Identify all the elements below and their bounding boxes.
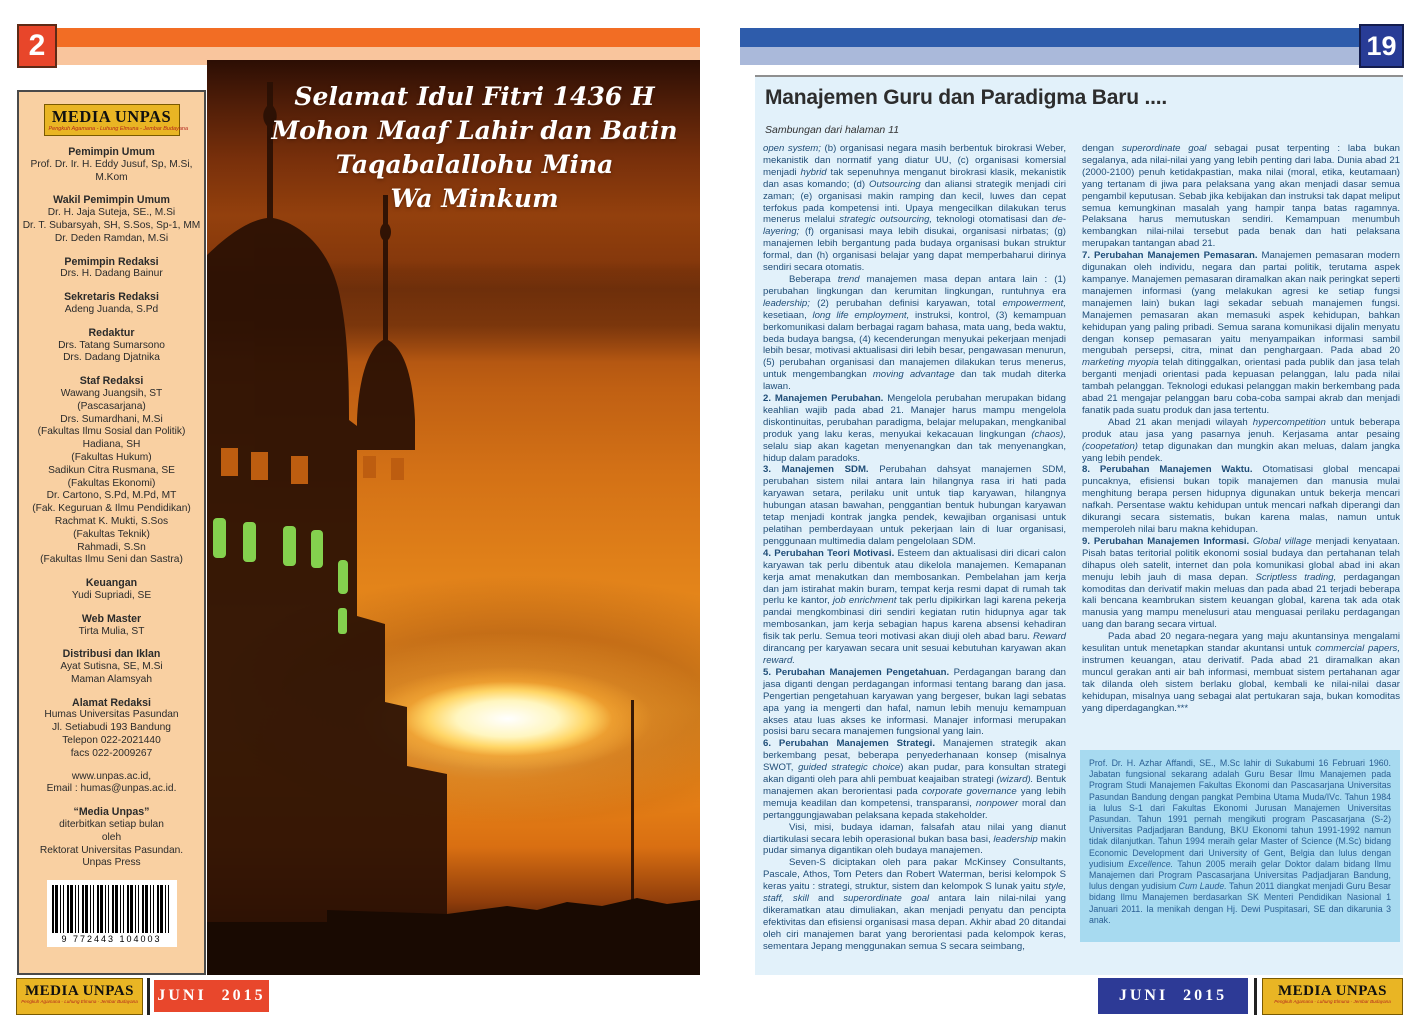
- text-run: leadership;: [763, 297, 810, 309]
- masthead-heading: “Media Unpas”: [73, 806, 150, 819]
- masthead-section: [19, 256, 204, 282]
- masthead-line: Telepon 022-2021440: [62, 735, 161, 747]
- greeting-text: [257, 80, 692, 216]
- logo-title: MEDIA UNPAS: [25, 983, 134, 999]
- text-run: superordinate goal: [1121, 143, 1207, 154]
- footer-date-right: JUNI 2015: [1098, 978, 1248, 1014]
- text-run: kesetiaan,: [763, 309, 813, 321]
- text-run: Bentuk manajemen akan berorientasi pada: [763, 774, 1066, 797]
- masthead-line: diterbitkan setiap bulan: [59, 819, 164, 831]
- text-run: Beberapa: [789, 273, 838, 285]
- text-run: (f) organisasi maya lebih disukai, organisasi nirbatas; (g) manajemen lebih bergantung pada budaya organisasi bukan struktur formal, dan (h) organisasi belajar yang dapat memperbaharui dirinya sendiri secara otomatis.: [763, 226, 1066, 274]
- footer-logo-right: [1262, 978, 1403, 1015]
- text-run: Global village: [1253, 535, 1312, 547]
- masthead-line: Rahmadi, S.Sn: [77, 541, 146, 553]
- text-run: (wizard).: [996, 774, 1034, 786]
- article-paragraph: [763, 738, 1066, 821]
- masthead-section: [19, 771, 204, 797]
- masthead-line: Tirta Mulia, ST: [78, 625, 145, 637]
- right-header-bar-dark: [740, 28, 1403, 47]
- text-run: marketing myopia: [1082, 357, 1159, 369]
- masthead-line: Dr. Deden Ramdan, M.Si: [54, 232, 169, 244]
- text-run: (chaos),: [1031, 428, 1066, 440]
- article-paragraph: [1082, 464, 1400, 535]
- text-run: Outsourcing: [869, 178, 921, 190]
- article-paragraph: [763, 464, 1066, 547]
- article-paragraph: [763, 274, 1066, 393]
- text-run: tetap digunakan dan mungkin akan meluas, dalam jangka yang lebih pendek.: [1082, 440, 1400, 464]
- masthead-line: (Fakultas Ilmu Seni dan Sastra): [40, 554, 183, 566]
- text-run: manajemen masa depan antara lain : (1) perubahan lingkungan dan kerumitan lingkungan, runtuhnya era: [763, 273, 1066, 297]
- masthead-line: (Fak. Keguruan & Ilmu Pendidikan): [32, 503, 191, 515]
- masthead-line: Adeng Juanda, S.Pd: [64, 303, 159, 315]
- text-run: Pada abad 20 negara-negara yang maju akuntansinya mengalami kesulitan untuk menetapkan standar akuntansi untuk: [1082, 631, 1400, 655]
- masthead-line: oleh: [101, 831, 122, 843]
- text-run: 8. Perubahan Manajemen Waktu.: [1082, 464, 1253, 476]
- text-run: hypercompetition: [1252, 416, 1326, 428]
- masthead-section: [19, 327, 204, 365]
- text-run: selalu siap akan kagetan menyenangkan dan tak menyenangkan, hidup dalam paradoks.: [763, 440, 1066, 464]
- masthead-heading: Sekretaris Redaksi: [64, 291, 159, 304]
- masthead-line: (Fakultas Ilmu Sosial dan Politik): [37, 426, 186, 438]
- text-run: Prof. Dr. H. Azhar Affandi, SE., M.Sc lahir di Sukabumi 16 Februari 1960. Jabatan fungsional sekarang adalah Guru Besar Ilmu Manajemen pada Program Studi Manajemen Fakultas Ekonomi dan Pascasarjana Universitas Pasundan Bandung dengan pangkat Pembina Utama Muda/IVc. Tahun 1984 ia lulus S-1 dari Fakultas Ekonomi Jurusan Manajemen Universitas Pasundan. Tahun 1991 pernah mengikuti program Pascasarjana (S-2) Universitas Padjadjaran Bandung, BKU Ekonomi tahun 1991-1992 namun tidak dilanjutkan. Tahun 1994 meraih gelar Master of Science (M.Sc) bidang Economic Development dari University of Gent, Belgia dan lulus dengan yudisium: [1089, 758, 1391, 869]
- masthead-line: facs 022-2009267: [70, 747, 153, 759]
- masthead-line: Dr. H. Jaja Suteja, SE., M.Si: [47, 207, 176, 219]
- masthead-line: Jl. Setiabudi 193 Bandung: [52, 722, 171, 734]
- text-run: dengan: [1082, 143, 1122, 154]
- text-run: sebagai pusat terpenting : laba bukan segalanya, ada nilai-nilai yang yang lebih penting dari laba. Dunia abad 21 (2000-2100) penuh ketidakpastian, maka nilai (moral, etika, keutamaan) yang tertanam di jiwa para pelaksana yang akan menjadi dasar semua pengambil keputusan. Sebab jika kebijakan dan instruksi tak dapat meliput semua kemungkinan masalah yang hampir tanpa batas ragamnya. Pelaksana harus memutuskan sendiri. Kemampuan menumbuh kembangkan nilai-nilai tersebut pada benak dan hati pelaksana merupakan tantangan abad 21.: [1082, 143, 1400, 250]
- article-paragraph: [763, 822, 1066, 858]
- issn-barcode: [47, 880, 177, 947]
- text-run: 6. Perubahan Manajemen Strategi.: [763, 738, 936, 750]
- masthead-line: Ayat Sutisna, SE, M.Si: [60, 661, 163, 673]
- author-bio: [1080, 750, 1400, 942]
- masthead-section: [19, 577, 204, 603]
- article-panel: [755, 75, 1403, 975]
- logo-tagline: Pengkuh Agamana - Luhung Elmuna - Jembar Budayana: [1274, 999, 1391, 1004]
- text-run: makin pudar simanya digantikan oleh budaya manajemen.: [763, 833, 1067, 857]
- footer-date-left: JUNI 2015: [154, 980, 269, 1012]
- text-run: moving advantage: [872, 369, 955, 381]
- text-run: Esteem dan aktualisasi diri dicari calon karyawan tak perlu dibentuk atau dikelola manajemen. Kemapanan kerja amat menakutkan dan membosankan. Pembelahan jam kerja dan jam istirahat makin buram, tempat kerja resmi dapat di rumah tak perlu ke kantor,: [763, 547, 1066, 607]
- masthead-line: www.unpas.ac.id,: [71, 770, 152, 782]
- masthead-line: Prof. Dr. Ir. H. Eddy Jusuf, Sp, M.Si, M.Kom: [30, 158, 193, 183]
- masthead-heading: Pemimpin Umum: [68, 146, 155, 158]
- masthead-heading: Distribusi dan Iklan: [62, 648, 161, 661]
- masthead-line: Rachmat K. Mukti, S.Sos: [54, 515, 169, 527]
- text-run: leadership: [993, 833, 1038, 845]
- footer-divider-right: [1254, 978, 1257, 1015]
- sunset-minaret-photo: [207, 60, 700, 975]
- text-run: Reward: [1032, 631, 1066, 643]
- masthead-line: Drs. Sumardhani, M.Si: [60, 413, 163, 425]
- article-subtitle: Sambungan dari halaman 11: [765, 124, 900, 136]
- text-run: 3. Manajemen SDM.: [763, 464, 869, 476]
- text-run: Perdagangan barang dan jasa diganti dengan perdagangan informasi tentang barang dan jasa. Pengertian pengetahuan karyawan yang bergeser, bukan lagi sebatas apa yang ia mengerti dan hafal, namun lebih menuju kemampuan akses atau luas akses ke informasi. Manajer informasi merupakan posisi baru secara manajemen fungsional yang lain.: [763, 666, 1066, 738]
- masthead-heading: Wakil Pemimpin Umum: [53, 194, 170, 207]
- masthead-section: [19, 613, 204, 639]
- text-run: dan tak mudah diterka lawan.: [763, 369, 1066, 393]
- article-paragraph: [1082, 631, 1400, 714]
- logo-title: MEDIA UNPAS: [1278, 983, 1387, 999]
- text-run: telah ditinggalkan, orientasi pada publik dan jasa telah berganti menjadi orientasi pada kepuasan pelanggan, lalu pada nilai tambah pelanggan. Teknologi edukasi pelanggan makin berkembang pada abad 21 mengajar pelanggan baru coba-coba sampai akrab dan menjadi fanatik pada suatu produk dan jasa tertentu.: [1082, 357, 1400, 416]
- article-paragraph: [763, 548, 1066, 667]
- text-run: tak sepenuhnya menganut birokrasi klasik, mekanistik dan asas komando; (d): [763, 166, 1066, 190]
- text-run: hybrid: [800, 166, 827, 178]
- text-run: (b) organisasi negara masih berbentuk birokrasi Weber, mekanistik dan normatif yang diatur UU, (c) organisasi komersial menjadi: [763, 143, 1066, 178]
- masthead-sections: [19, 146, 204, 870]
- masthead-heading: Pemimpin Redaksi: [64, 255, 159, 268]
- article-paragraph: [1082, 250, 1400, 417]
- text-run: Cum Laude.: [1178, 881, 1227, 892]
- text-run: open system;: [763, 143, 821, 154]
- text-run: Mengelola perubahan merupakan bidang keahlian wajib pada abad 21. Manajer harus mampu mengelola diskontinuitas, perubahan paradigma, belajar melupakan, mengkanibal produk yang laku keras, menyukai kekacauan lingkungan: [763, 393, 1066, 440]
- text-run: 7. Perubahan Manajemen Pemasaran.: [1082, 250, 1258, 262]
- greeting-line: Taqabalallohu Mina: [335, 150, 614, 179]
- text-run: instruksi, kontrol, (3) kemampuan berkomunikasi dalam berbagai ragam bahasa, mata uang, beda waktu, beda budaya bangsa, (4) kecenderungan menyukai pekerjaan menjadi lebih besar, motivasi aktualisasi diri lebih besar, pengawasan menurun, (5) perubahan organisasi dan manajemen dilakukan terus menerus, untuk mengembangkan: [763, 309, 1066, 381]
- text-run: style, staff, skill: [763, 881, 1066, 905]
- masthead-heading: Redaktur: [88, 326, 135, 339]
- article-paragraph: [1082, 143, 1400, 250]
- masthead-line: Dr. T. Subarsyah, SH, S.Sos, Sp-1, MM: [22, 219, 201, 231]
- text-run: teknologi otomatisasi dan: [932, 214, 1053, 226]
- text-run: Manajemen pemasaran modern digunakan oleh individu, negara dan partai politik, terutama aspek kampanye. Manajemen pemasaran diramalkan akan naik peringkat seperti manajemen informasi (yang melakukan agresi ke setiap fungsi manajemen lain) bukan lagi sekadar sebuah manajemen fungsi. Manajemen pemasaran akan memasuki aspek kehidupan, bahkan kehidupan yang paling pribadi. Semua sarana komunikasi dijalin menyatu dengan konsep pemasaran yaitu menyampaikan informasi sambil mengubah persepsi, citra, minat dan penghargaan. Pada abad 20: [1082, 250, 1400, 357]
- footer-divider-left: [147, 978, 150, 1015]
- text-run: Seven-S diciptakan oleh para pakar McKinsey Consultants, Pascale, Athos, Tom Peters dan Robert Waterman, berisi kelompok S keras yaitu : strategi, struktur, sistem dan kelompok S lunak yaitu: [763, 857, 1066, 893]
- masthead-heading: Web Master: [81, 612, 142, 625]
- masthead-section: [19, 146, 204, 184]
- masthead-line: (Fakultas Teknik): [73, 528, 150, 540]
- masthead-line: Unpas Press: [82, 857, 141, 869]
- text-run: empowerment,: [1002, 297, 1066, 309]
- masthead-line: (Pascasarjana): [77, 400, 146, 412]
- masthead-section: [19, 375, 204, 567]
- page-number-left: 2: [17, 24, 57, 68]
- text-run: 2. Manajemen Perubahan.: [763, 393, 884, 405]
- article-paragraph: [763, 857, 1066, 952]
- masthead-heading: Staf Redaksi: [79, 375, 144, 388]
- text-run: dirancang per karyawan secara unit sesuai kebutuhan karyawan akan: [763, 643, 1066, 655]
- page-number-right: 19: [1359, 24, 1404, 68]
- article-paragraph: [1082, 417, 1400, 465]
- article-paragraph: [763, 143, 1066, 274]
- masthead-line: Wawang Juangsih, ST: [60, 387, 163, 399]
- text-run: Tahun 2005 meraih gelar Doktor dalam bidang Ilmu Manajemen dari Program Pascasarjana Universitas Padjadjaran Bandung, lulus dengan yudisium: [1089, 858, 1391, 892]
- text-run: commercial papers,: [1315, 643, 1400, 655]
- barcode-stripes-icon: [52, 885, 172, 933]
- article-title: Manajemen Guru dan Paradigma Baru ....: [765, 86, 1168, 109]
- masthead-section: [19, 806, 204, 870]
- text-run: superordinate goal: [843, 893, 930, 905]
- text-run: ) akan pudar, para konsultan strategi akan diganti oleh para ahli pembuat keajaiban strategi: [763, 762, 1066, 786]
- text-run: and: [808, 893, 844, 905]
- masthead-line: Humas Universitas Pasundan: [44, 709, 179, 721]
- logo-title: MEDIA UNPAS: [51, 107, 172, 126]
- masthead-heading: Alamat Redaksi: [72, 696, 151, 709]
- masthead-section: [19, 291, 204, 317]
- text-run: job enrichment: [832, 595, 897, 607]
- text-run: Manajemen strategik akan berkembang pesat, beberapa penyederhanaan konsep (misalnya SWOT,: [763, 738, 1066, 774]
- text-run: instrumen keuangan, atau derivatif. Pada abad 21 diramalkan akan muncul gerakan anti air bah informasi, membuat sistem pertahanan agar tak dilanda oleh sistem berlaku global, kembali ke nilai-nilai dasar kehidupan, misalnya uang sebagai alat pertukaran saja, bukan komoditas yang diperdagangkan.***: [1082, 654, 1400, 714]
- footer-logo-left: [16, 978, 143, 1015]
- right-header-bar-light: [740, 47, 1403, 65]
- text-run: guided strategic choice: [798, 762, 901, 774]
- text-run: dan aliansi strategik menjadi ciri zaman; (e) organisasi makin ramping dan kecil, luwes dan cepat terfokus pada kompetensi inti. Upaya mengecilkan dilakukan terus menerus melalui: [763, 178, 1066, 226]
- masthead-line: Rektorat Universitas Pasundan.: [39, 844, 184, 856]
- text-run: menjadi kenyataan. Pisah batas teritorial politik ekonomi sosial budaya dan pertahanan telah dihapus oleh satelit, internet dan pola komunikasi global abad ini akan menuju lebih jauh di masa depan.: [1082, 535, 1400, 583]
- masthead-line: (Fakultas Ekonomi): [67, 477, 156, 489]
- masthead-heading: Keuangan: [85, 577, 138, 590]
- text-run: Otomatisasi global mencapai puncaknya, efisiensi bukan topik manajemen dan manusia mulai menghitung berapa persen hidupnya digunakan untuk bekerja mencari nafkah. Persentase waktu kehidupan untuk mencari nafkah diperangi dan dikurangi secara sistematis, bukan karena malas, namun untuk memperoleh nilai baru makna kehidupan.: [1082, 464, 1400, 535]
- masthead-section: [19, 697, 204, 761]
- text-run: corporate governance: [921, 785, 1017, 797]
- text-run: strategic outsourcing,: [839, 214, 933, 226]
- masthead-sidebar: [17, 90, 206, 975]
- masthead-line: Hadiana, SH: [82, 439, 141, 451]
- masthead-line: Drs. Tatang Sumarsono: [58, 339, 165, 351]
- text-run: long life employment,: [812, 309, 910, 321]
- article-column-left: [763, 143, 1066, 953]
- masthead-section: [19, 194, 204, 245]
- text-run: de-layering;: [763, 214, 1067, 238]
- article-paragraph: [763, 667, 1066, 738]
- greeting-line: Mohon Maaf Lahir dan Batin: [271, 116, 678, 145]
- masthead-line: Email : humas@unpas.ac.id.: [46, 783, 177, 795]
- masthead-line: Drs. Dadang Djatnika: [63, 352, 160, 364]
- text-run: Tahun 2011 diangkat menjadi Guru Besar bidang Ilmu Manajemen berdasarkan SK Menteri Pendidikan Nasional 1 Januari 2011. Ia menikah dengan Hj. Dewi Puspitasari, SE dan dikarunia 3 anak.: [1089, 881, 1391, 925]
- logo-tagline: Pengkuh Agamana - Luhung Elmuna - Jembar Budayana: [48, 126, 189, 132]
- barcode-number: 9 772443 104003: [61, 934, 162, 945]
- text-run: Excellence.: [1128, 858, 1174, 869]
- text-run: Perubahan dahsyat manajemen SDM, perubahan sistem nilai antara lain hilangnya rasa iri hati pada karyawan setara, perilaku unit untuk tiap karyawan, hilangnya hubungan atasan bawahan, penggantian bentuk hubungan karyawan tetap menjadi kontrak jangka pendek, kewajiban organisasi untuk pelatihan pemberdayaan untuk pekerjaan lain di luar organisasi, penggunaan multimedia dalam pengelolaan SDM.: [763, 464, 1066, 547]
- text-run: 9. Perubahan Manajemen Informasi.: [1082, 535, 1250, 547]
- masthead-line: Sadikun Citra Rusmana, SE: [48, 464, 175, 476]
- logo-tagline: Pengkuh Agamana - Luhung Elmuna - Jembar Budayana: [21, 999, 138, 1004]
- greeting-line: Wa Minkum: [390, 184, 559, 213]
- media-unpas-logo: [44, 104, 189, 136]
- text-run: tak perlu dipikirkan lagi karena pekerja pandai mengkombinasi diri sendiri kegiatan rutin hidupnya agar tak membosankan, jam kerja sebagian hapus karena absensi kehadiran fisik tak perlu. Semua teori motivasi akan diuji oleh abad baru.: [763, 595, 1066, 643]
- left-header-bar-dark: [30, 28, 700, 47]
- text-run: (coopetation): [1082, 440, 1138, 452]
- text-run: yang lebih memuja keadilan dan kompetensi, transparansi,: [763, 785, 1066, 809]
- text-run: (2) perubahan definisi karyawan, total: [809, 297, 1003, 309]
- text-run: 4. Perubahan Teori Motivasi.: [763, 547, 895, 559]
- masthead-line: Dr. Cartono, S.Pd, M.Pd, MT: [46, 490, 177, 502]
- masthead-line: Maman Alamsyah: [71, 673, 152, 685]
- text-run: Abad 21 akan menjadi wilayah: [1108, 416, 1253, 428]
- text-run: untuk beberapa produk atau jasa yang pasarnya jenuh. Kerjasama antar pesaing: [1082, 416, 1400, 440]
- article-paragraph: [763, 393, 1066, 464]
- text-run: 5. Perubahan Manajemen Pengetahuan.: [763, 666, 950, 678]
- text-run: moral dan pertanggungjawaban pelaksana kepada stakeholder.: [763, 797, 1067, 821]
- text-run: Visi, misi, budaya idaman, falsafah atau nilai yang dianut diartikulasi secara lebih operasional bukan basa basi,: [763, 821, 1066, 845]
- text-run: nonpower: [975, 797, 1019, 809]
- masthead-line: Drs. H. Dadang Bainur: [60, 268, 163, 280]
- text-run: perdagangan komoditas dan derivatif makin meluas dan pada abad 21 terjadi beberapa kali bencana keambrukan sistem keuangan global, karena tak ada otak manusia yang mampu menelusuri atau menguasai perilaku perdagangan uang dan barang secara virtual.: [1082, 571, 1401, 631]
- text-run: trend: [837, 273, 860, 285]
- article-paragraph: [1082, 536, 1400, 631]
- masthead-line: (Fakultas Hukum): [71, 451, 152, 463]
- text-run: antara lain nilai-nilai yang dikeramatkan atau dimuliakan, akan menjadi penyatu dan pencipta efektivitas dan efisiensi organisasi masa depan. Akhir abad 20 ditandai oleh ciri manajemen barat yang berorientasi pada kelompok keras, sementara Jepang menggunakan semua S secara seimbang,: [763, 893, 1066, 952]
- text-run: Scriptless trading,: [1255, 571, 1337, 583]
- text-run: reward.: [763, 654, 795, 666]
- masthead-line: Yudi Supriadi, SE: [71, 589, 152, 601]
- greeting-line: Selamat Idul Fitri 1436 H: [294, 82, 655, 111]
- masthead-section: [19, 648, 204, 686]
